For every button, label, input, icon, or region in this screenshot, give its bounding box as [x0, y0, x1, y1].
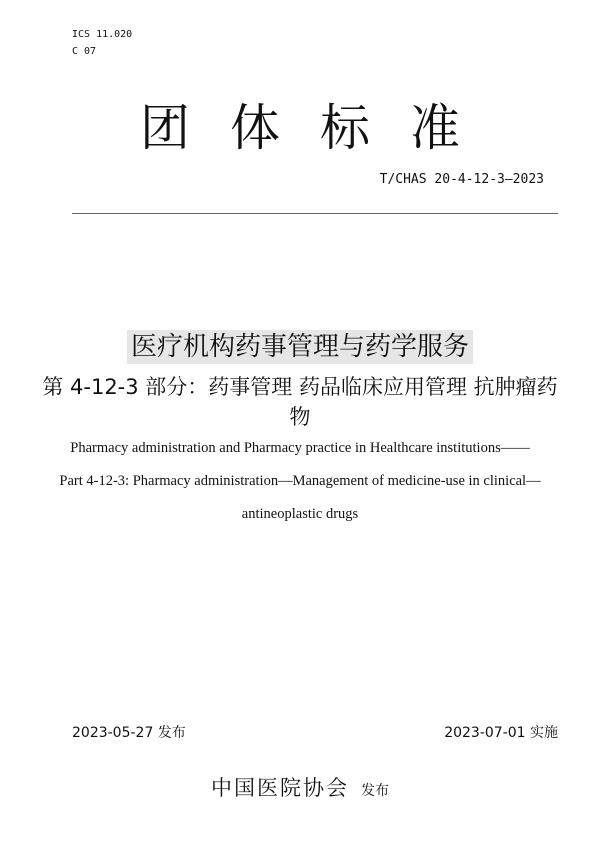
publish-date: 2023-05-27 发布 — [72, 725, 186, 741]
publisher-name: 中国医院协会 — [211, 776, 349, 800]
ics-code: ICS 11.020 — [72, 29, 133, 40]
standard-kind: 团体标准 — [140, 99, 500, 157]
title-subtitle: 第 4-12-3 部分：药事管理 药品临床应用管理 抗肿瘤药物 — [42, 375, 558, 429]
title-main: 医疗机构药事管理与药学服务 — [127, 330, 473, 364]
publisher — [0, 772, 600, 802]
document-title — [0, 330, 600, 364]
publisher-action: 发布 — [361, 783, 389, 799]
english-title-line-3: antineoplastic drugs — [241, 506, 359, 522]
standard-number: T/CHAS 20-4-12-3—2023 — [379, 172, 544, 187]
ccs-code: C 07 — [72, 46, 97, 57]
implement-date: 2023-07-01 实施 — [444, 725, 558, 741]
english-title-line-1: Pharmacy administration and Pharmacy practice in Healthcare institutions—— — [70, 440, 530, 456]
divider — [72, 213, 558, 214]
english-title-line-2: Part 4-12-3: Pharmacy administration—Management of medicine-use in clinical— — [59, 473, 541, 489]
